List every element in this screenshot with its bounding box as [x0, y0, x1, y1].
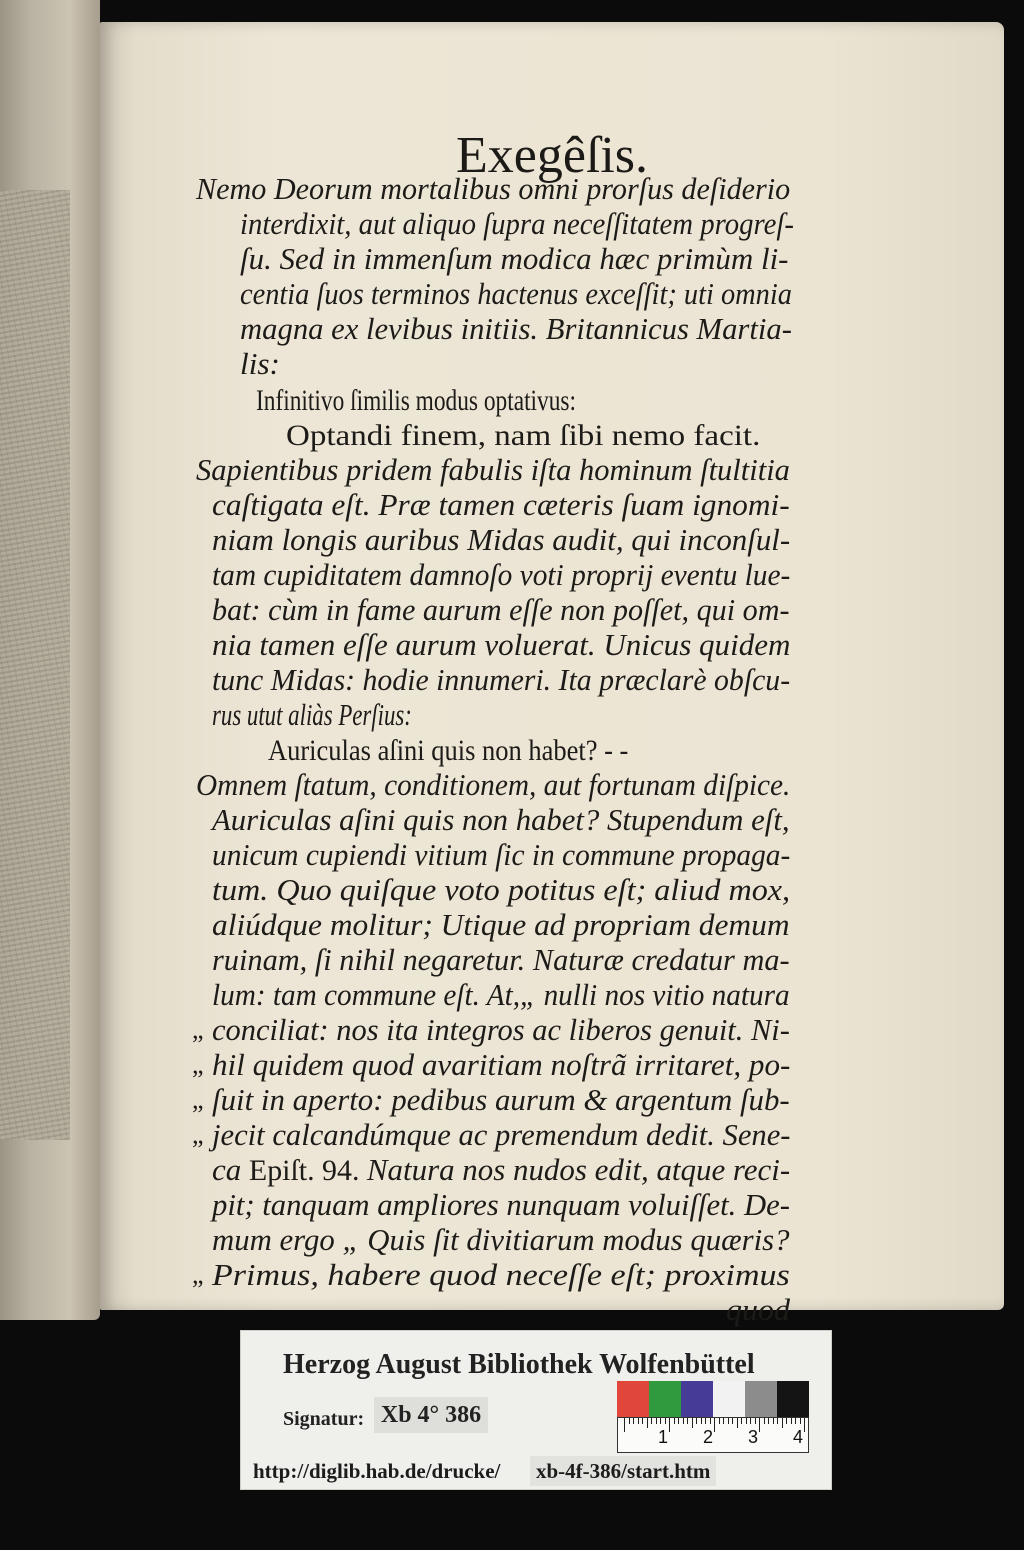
ruler-tick [710, 1418, 711, 1424]
text-line [240, 277, 792, 311]
ruler-tick [719, 1418, 720, 1424]
text-line [196, 453, 790, 487]
text-run: aliúdque molitur; Utique ad propriam demum [212, 908, 790, 942]
text-line [212, 1258, 790, 1292]
color-swatch [649, 1381, 681, 1417]
text-line [212, 838, 790, 872]
text-line [212, 1223, 789, 1257]
ruler-tick [737, 1418, 738, 1428]
text-line [256, 383, 576, 418]
ruler-number: 1 [658, 1427, 669, 1447]
ruler-tick [656, 1418, 657, 1424]
ruler-tick [638, 1418, 639, 1424]
text-line [212, 873, 790, 907]
page-heading: Exegêſis. [455, 127, 649, 184]
ruler-tick [777, 1418, 778, 1424]
text-run: Optandi finem, nam ſibi nemo facit. [286, 420, 761, 452]
ruler-tick [732, 1418, 733, 1424]
signatur-value: Xb 4° 386 [374, 1397, 488, 1433]
ruler-tick [692, 1418, 693, 1428]
ruler-tick [759, 1418, 760, 1432]
color-swatch [777, 1381, 809, 1417]
text-run: ruinam, ſi nihil negaretur. Naturæ credatur ma- [212, 943, 790, 977]
text-line [212, 943, 790, 977]
ruler-tick [705, 1418, 706, 1424]
ruler-tick [701, 1418, 702, 1424]
ruler-tick [746, 1418, 747, 1424]
text-line [240, 207, 794, 241]
text-run: mum ergo „ Quis ſit divitiarum modus quæris? [212, 1223, 790, 1257]
text-run: conciliat: nos ita integros ac liberos genuit. Ni- [212, 1013, 790, 1047]
text-run: Omnem ſtatum, conditionem, aut fortunam diſpice. [196, 768, 791, 802]
ruler-tick [642, 1418, 643, 1424]
text-run: Natura nos nudos edit, atque reci- [366, 1153, 791, 1187]
text-line [212, 593, 790, 627]
text-line [212, 1048, 790, 1082]
text-run: Infinitivo ſimilis modus optativus: [256, 385, 576, 417]
ruler-tick [683, 1418, 684, 1424]
url-base[interactable]: http://diglib.hab.de/drucke/ [247, 1456, 506, 1486]
book-page [100, 22, 1004, 1327]
text-line [240, 312, 792, 346]
ruler-tick [660, 1418, 661, 1424]
text-run: Nemo Deorum mortalibus omni prorſus deſiderio [196, 172, 791, 206]
text-run: tunc Midas: hodie innumeri. Ita præclarè obſcu- [212, 663, 791, 697]
text-run: Auriculas aſini quis non habet? Stupendum eſt, [212, 803, 790, 837]
text-line [240, 347, 280, 381]
ruler-tick [714, 1418, 715, 1432]
text-run: rus utut aliàs Perſius: [212, 698, 412, 732]
text-run: ca [212, 1153, 249, 1187]
margin-quote-mark: „ [192, 1120, 204, 1149]
margin-quote-mark: „ [192, 1260, 204, 1289]
url-path[interactable]: xb-4f-386/start.htm [530, 1456, 716, 1486]
scale-ruler [617, 1417, 809, 1453]
text-line [212, 558, 790, 592]
text-run: interdixit, aut aliquo ſupra neceſſitatem progreſ- [240, 207, 794, 241]
ruler-tick [696, 1418, 697, 1424]
text-run: jecit calcandúmque ac premendum dedit. Sene- [212, 1118, 791, 1152]
text-run: nia tamen eſſe aurum voluerat. Unicus quidem [212, 628, 791, 662]
text-line [212, 1083, 790, 1117]
text-line [196, 172, 790, 206]
text-line [212, 488, 790, 522]
ruler-tick [800, 1418, 801, 1424]
ruler-tick [665, 1418, 666, 1424]
text-run: centia ſuos terminos hactenus exceſſit; uti omnia [240, 277, 792, 311]
ruler-tick [687, 1418, 688, 1424]
text-line [212, 1013, 790, 1047]
text-line [240, 242, 788, 276]
text-run: pit; tanquam ampliores nunquam voluiſſet. De- [212, 1188, 790, 1222]
text-run: Sapientibus pridem fabulis iſta hominum ſtultitia [196, 453, 790, 487]
text-line [212, 698, 412, 732]
ruler-tick [750, 1418, 751, 1424]
color-swatch [681, 1381, 713, 1417]
color-calibration-strip [617, 1381, 809, 1417]
margin-quote-mark: „ [192, 1015, 204, 1044]
text-line [212, 628, 790, 662]
text-run: caſtigata eſt. Præ tamen cæteris ſuam ignomi- [212, 488, 790, 522]
text-run: Epiſt. 94. [248, 1155, 367, 1187]
text-run: tum. Quo quiſque voto potitus eſt; aliud mox, [212, 873, 791, 907]
text-run: lum: tam commune eſt. At,„ nulli nos vitio natura [212, 978, 790, 1012]
ruler-tick [795, 1418, 796, 1424]
ruler-tick [791, 1418, 792, 1424]
ruler-tick [804, 1418, 805, 1432]
text-line [212, 523, 790, 557]
text-line [212, 803, 790, 837]
margin-quote-mark: „ [192, 1050, 204, 1079]
ruler-tick [741, 1418, 742, 1424]
text-run: lis: [240, 347, 280, 381]
color-swatch [617, 1381, 649, 1417]
ruler-tick [782, 1418, 783, 1428]
ruler-tick [764, 1418, 765, 1424]
ruler-number: 2 [703, 1427, 714, 1447]
text-line [212, 978, 790, 1012]
text-line [726, 1293, 790, 1327]
ruler-number: 3 [748, 1427, 759, 1447]
ruler-tick [674, 1418, 675, 1424]
ruler-tick [629, 1418, 630, 1424]
text-run: tam cupiditatem damnoſo voti proprij eventu lue- [212, 558, 791, 592]
text-line [212, 908, 790, 942]
ruler-tick [669, 1418, 670, 1432]
color-swatch [745, 1381, 777, 1417]
text-run: ſu. Sed in immenſum modica hæc primùm li- [240, 242, 789, 276]
ruler-tick [723, 1418, 724, 1424]
ruler-tick [728, 1418, 729, 1424]
ruler-tick [651, 1418, 652, 1424]
text-run: Auriculas aſini quis non habet? - - [268, 735, 629, 767]
engraving-fragment [0, 190, 70, 1140]
text-run: hil quidem quod avaritiam noſtrã irritaret, po- [212, 1048, 791, 1082]
ruler-tick [786, 1418, 787, 1424]
ruler-tick [768, 1418, 769, 1424]
text-run: unicum cupiendi vitium ſic in commune propaga- [212, 838, 791, 872]
text-run: ſuit in aperto: pedibus aurum & argentum ſub- [212, 1083, 790, 1117]
text-line [286, 418, 760, 453]
color-swatch [713, 1381, 745, 1417]
ruler-tick [678, 1418, 679, 1424]
ruler-tick [773, 1418, 774, 1424]
text-line [212, 1153, 790, 1188]
ruler-tick [647, 1418, 648, 1428]
signatur-label: Signatur: [283, 1408, 365, 1430]
margin-quote-mark: „ [192, 1085, 204, 1114]
text-line [212, 1118, 790, 1152]
text-run: bat: cùm in fame aurum eſſe non poſſet, qui om- [212, 593, 790, 627]
library-name: Herzog August Bibliothek Wolfenbüttel [283, 1349, 755, 1380]
text-line [212, 663, 790, 697]
text-run: magna ex levibus initiis. Britannicus Martia- [240, 312, 792, 346]
text-line [212, 1188, 790, 1222]
text-line [268, 733, 628, 768]
ruler-tick [633, 1418, 634, 1424]
text-run: quod [726, 1293, 790, 1327]
text-run: niam longis auribus Midas audit, qui inconſul- [212, 523, 791, 557]
facing-page-left [0, 0, 100, 1320]
text-line [196, 768, 790, 802]
ruler-tick [624, 1418, 625, 1432]
ruler-number: 4 [793, 1427, 804, 1447]
ruler-tick [755, 1418, 756, 1424]
text-run: Primus, habere quod neceſſe eſt; proximus [212, 1258, 790, 1292]
